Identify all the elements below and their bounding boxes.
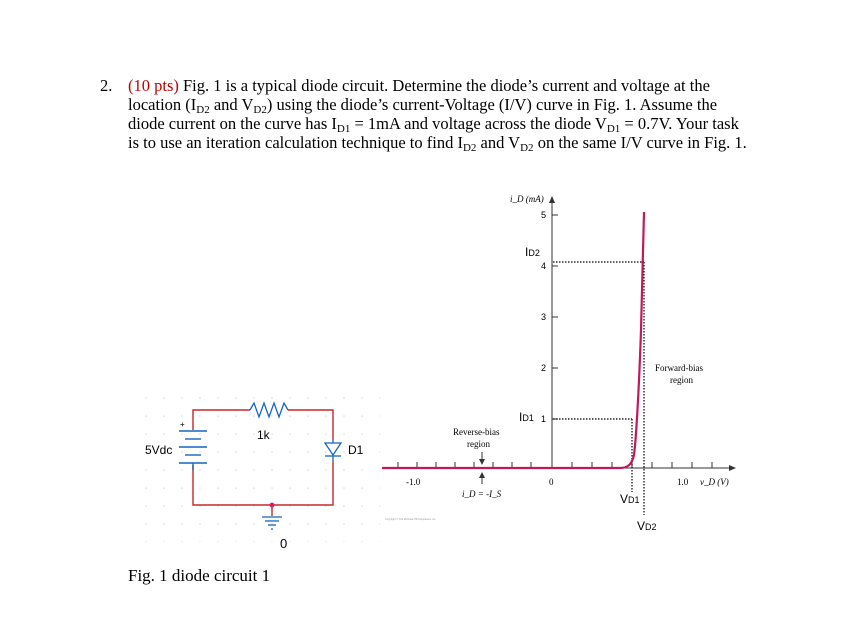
x-tick-pos: 1.0 [677, 477, 689, 487]
problem-line-4: is to use an iteration calculation technique to find $I_{D2}$ and $V_{D2}$ on the same I/V curve in Fig. 1. [128, 133, 747, 154]
x-tick-neg: -1.0 [406, 477, 421, 487]
resistor-label: 1k [257, 428, 270, 442]
y-tick-labels [541, 210, 546, 424]
diode-label: D1 [348, 443, 364, 457]
source-plus: + [180, 420, 185, 429]
y-tick-2: 2 [541, 363, 547, 373]
y-ticks [552, 215, 558, 419]
reverse-arrow-up [479, 472, 485, 478]
vd1-label: VD1 [620, 492, 640, 506]
problem-line-3: diode current on the curve has $I_{D1} = 1mA$ and voltage across the diode $V_{D1} = 0.7V$. Your task [128, 114, 739, 135]
id1-label: ID1 [519, 410, 534, 424]
y-axis-label: i_D (mA) [510, 194, 544, 204]
forward-bias-label-2: region [670, 375, 693, 385]
y-axis-arrow [549, 196, 555, 203]
x-axis-arrow [729, 465, 736, 471]
points-label: (10 pts) [128, 76, 179, 95]
y-tick-4: 4 [541, 261, 547, 271]
reverse-arrow-down [479, 459, 485, 465]
problem-number: 2. [100, 76, 113, 95]
reverse-bias-label-2: region [467, 439, 490, 449]
figure-caption: Fig. 1 diode circuit 1 [128, 566, 271, 585]
source-label: 5Vdc [145, 443, 173, 457]
copyright-text: Copyright © The McGraw-Hill Companies, Inc. [385, 518, 437, 521]
guide-lines [553, 262, 644, 515]
forward-bias-label: Forward-bias [655, 363, 703, 373]
y-tick-3: 3 [541, 312, 547, 322]
vd2-label: VD2 [637, 519, 657, 533]
y-tick-5: 5 [541, 210, 547, 220]
ground-label: 0 [280, 536, 288, 551]
iv-curve [382, 212, 644, 468]
id2-label: ID2 [525, 245, 540, 259]
reverse-current-label: i_D = -I_S [462, 489, 502, 499]
x-axis-label: v_D (V) [700, 477, 729, 487]
y-tick-1: 1 [541, 414, 547, 424]
problem-line-2: location ($I_{D2}$ and $V_{D2}$) using the diode’s current-Voltage (I/V) curve in Fig. 1. Assume the [128, 95, 718, 116]
reverse-bias-label: Reverse-bias [453, 427, 500, 437]
problem-line-1: (10 pts) Fig. 1 is a typical diode circuit. Determine the diode’s current and voltage at the [128, 76, 710, 95]
x-tick-zero: 0 [549, 477, 554, 487]
